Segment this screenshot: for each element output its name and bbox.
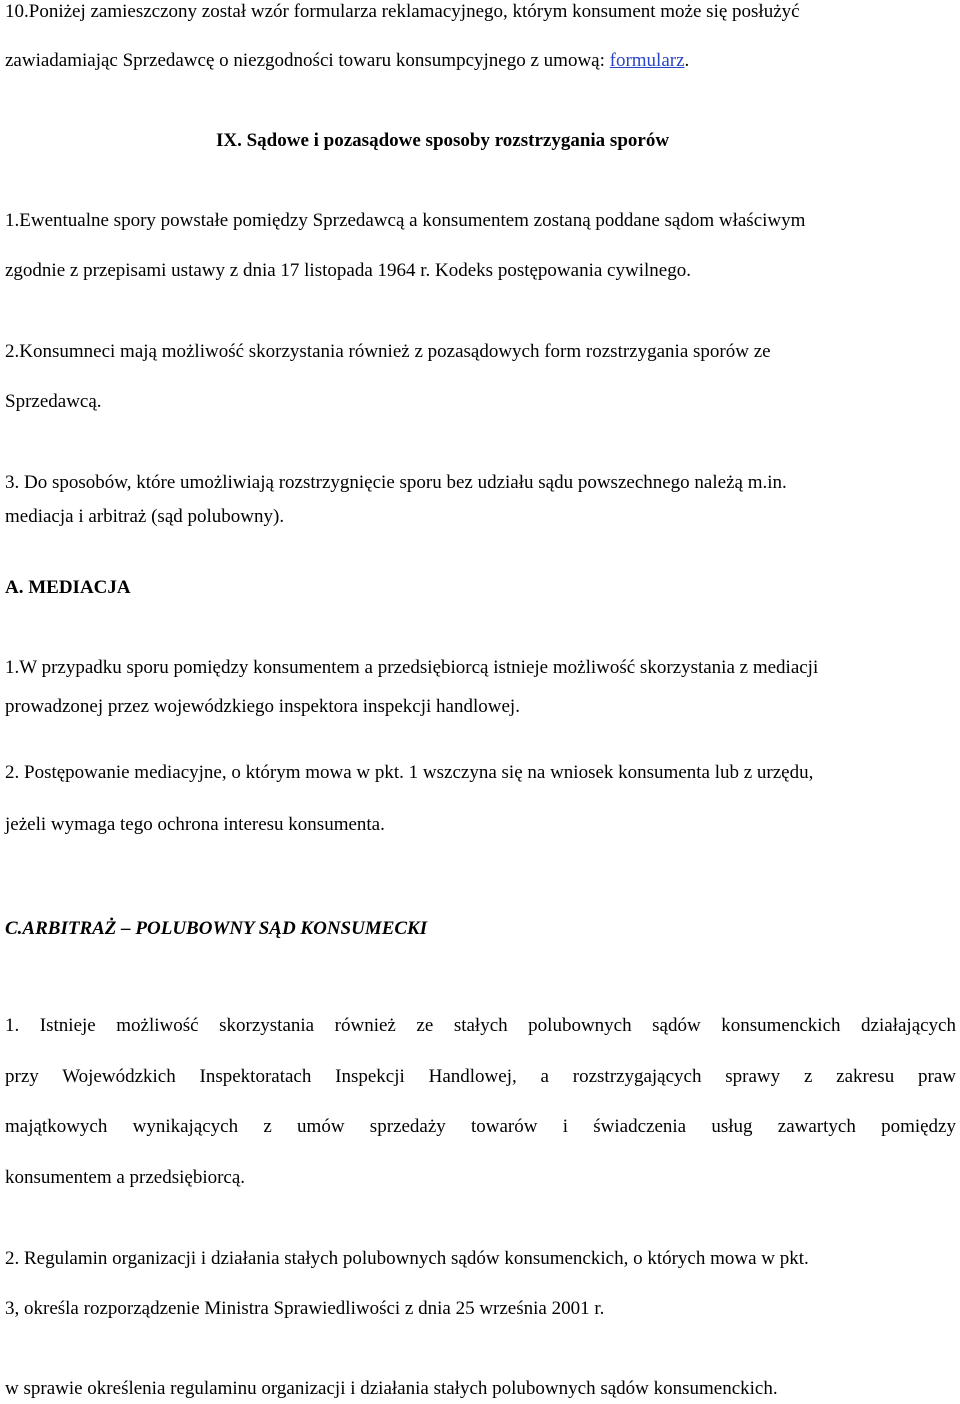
ix-point-3-line-1: 3. Do sposobów, które umożliwiają rozstrzygnięcie sporu bez udziału sądu powszechnego należą m.in.: [5, 472, 787, 493]
c-point-1-line-2: przy Wojewódzkich Inspektoratach Inspekcji Handlowej, a rozstrzygających sprawy z zakresu praw: [5, 1066, 956, 1087]
paragraph-10-line-1: 10.Poniżej zamieszczony został wzór formularza reklamacyjnego, którym konsument może się posłużyć: [5, 1, 800, 22]
c-point-1-line-3: majątkowych wynikających z umów sprzedaży towarów i świadczenia usług zawartych pomiędzy: [5, 1116, 956, 1137]
paragraph-10-text: zawiadamiając Sprzedawcę o niezgodności towaru konsumpcyjnego z umową:: [5, 50, 610, 71]
paragraph-10-tail: .: [684, 50, 690, 71]
ix-point-2-line-2: Sprzedawcą.: [5, 391, 102, 412]
a-point-2-line-2: jeżeli wymaga tego ochrona interesu konsumenta.: [5, 814, 385, 835]
section-ix-title: IX. Sądowe i pozasądowe sposoby rozstrzygania sporów: [216, 130, 670, 151]
c-point-2-line-1: 2. Regulamin organizacji i działania stałych polubownych sądów konsumenckich, o których mowa w pkt.: [5, 1248, 809, 1269]
ix-point-3-line-2: mediacja i arbitraż (sąd polubowny).: [5, 506, 285, 527]
paragraph-10-line-2: [5, 49, 689, 73]
a-point-1-line-1: 1.W przypadku sporu pomiędzy konsumentem a przedsiębiorcą istnieje możliwość skorzystania z mediacji: [5, 657, 819, 678]
c-point-2-line-2: 3, określa rozporządzenie Ministra Sprawiedliwości z dnia 25 września 2001 r.: [5, 1298, 605, 1319]
ix-point-1-line-2: zgodnie z przepisami ustawy z dnia 17 listopada 1964 r. Kodeks postępowania cywilnego.: [5, 260, 691, 281]
ix-point-2-line-1: 2.Konsumneci mają możliwość skorzystania również z pozasądowych form rozstrzygania sporów ze: [5, 341, 771, 362]
c-point-1-line-1: 1. Istnieje możliwość skorzystania również ze stałych polubownych sądów konsumenckich działających: [5, 1015, 956, 1036]
formularz-link[interactable]: formularz: [609, 50, 685, 71]
ix-point-1-line-1: 1.Ewentualne spory powstałe pomiędzy Sprzedawcą a konsumentem zostaną poddane sądom właściwym: [5, 210, 806, 231]
a-point-1-line-2: prowadzonej przez wojewódzkiego inspektora inspekcji handlowej.: [5, 696, 520, 717]
c-point-3-line-1: w sprawie określenia regulaminu organizacji i działania stałych polubownych sądów konsumenckich.: [5, 1378, 778, 1399]
a-point-2-line-1: 2. Postępowanie mediacyjne, o którym mowa w pkt. 1 wszczyna się na wniosek konsumenta lub z urzędu,: [5, 762, 814, 783]
section-c-title: C.ARBITRAŻ – POLUBOWNY SĄD KONSUMECKI: [5, 918, 428, 939]
c-point-1-line-4: konsumentem a przedsiębiorcą.: [5, 1167, 246, 1188]
section-a-title: A. MEDIACJA: [5, 577, 131, 598]
